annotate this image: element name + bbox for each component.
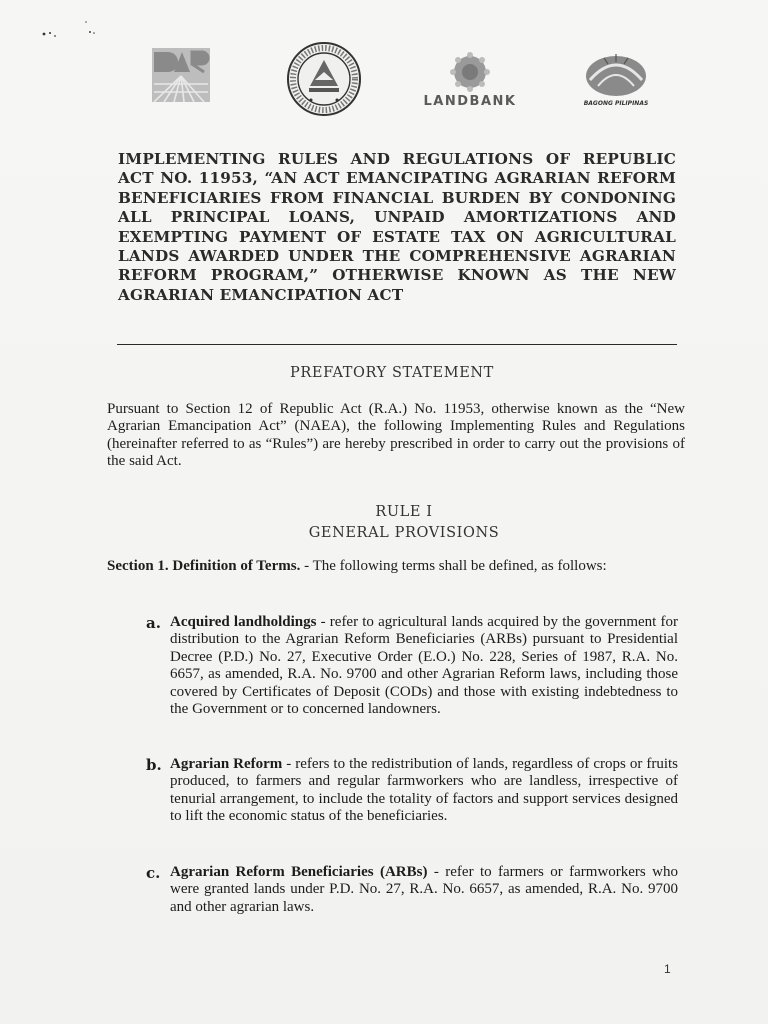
rule-subheading: GENERAL PROVISIONS (308, 525, 500, 541)
definition-body (170, 756, 678, 826)
definition-marker: c. (146, 864, 161, 882)
document-title: IMPLEMENTING RULES AND REGULATIONS OF REPUBLIC ACT NO. 11953, “AN ACT EMANCIPATING AGRARIAN REFORM BENEFICIARIES FROM FINANCIAL BURDEN BY CONDONING ALL PRINCIPAL LOANS, UNPAID AMORTIZATIONS AND EXEMPTING PAYMENT OF ESTATE TAX ON AGRICULTURAL LANDS AWARDED UNDER THE COMPREHENSIVE AGRARIAN REFORM PROGRAM,” OTHERWISE KNOWN AS THE NEW AGRARIAN EMANCIPATION ACT (118, 150, 676, 304)
agrarian-council-seal (285, 40, 363, 118)
definition-body (170, 864, 678, 916)
bagong-pilipinas-wordmark: BAGONG PILIPINAS (583, 100, 649, 107)
definition-marker: a. (146, 614, 161, 632)
page-number: 1 (664, 962, 671, 976)
section-1-text: - The following terms shall be defined, as follows: (300, 558, 607, 574)
prefatory-paragraph: Pursuant to Section 12 of Republic Act (R.A.) No. 11953, otherwise known as the “New Agrarian Emancipation Act” (NAEA), the following Implementing Rules and Regulations (hereinafter referred to as “Rules”) are hereby prescribed in order to carry out the provisions of the said Act. (107, 401, 685, 470)
definition-term: Agrarian Reform Beneficiaries (ARBs) (170, 864, 428, 880)
section-1-lead: Section 1. Definition of Terms. (107, 558, 301, 574)
scan-specks (38, 18, 108, 48)
definition-marker: b. (146, 756, 162, 774)
title-divider (117, 344, 677, 345)
rule-heading: RULE I (375, 504, 433, 520)
definition-text: - refer to agricultural lands acquired by the government for distribution to the Agrarian Reform Beneficiaries (ARBs) pursuant to Presidential Decree (P.D.) No. 27, Executive Order (E.O.) No. 228, Series of 1987, R.A. No. 6657, as amended, R.A. No. 9700 and other Agrarian Reform laws, including those covered by Certificates of Deposit (CODs) and those with existing indebtedness to the Government or to concerned landowners. (170, 614, 678, 718)
definition-text: - refers to the redistribution of lands, regardless of crops or fruits produced, to farmers and regular farmworkers who are landless, irrespective of tenurial arrangement, to include the totality of factors and support services designed to lift the economic status of the beneficiaries. (170, 756, 679, 825)
definition-term: Acquired landholdings (170, 614, 317, 630)
definition-term: Agrarian Reform (170, 756, 283, 772)
header-logos (140, 40, 660, 120)
landbank-wordmark: LANDBANK (423, 94, 517, 109)
section-1-paragraph (107, 558, 681, 575)
landbank-logo (408, 50, 532, 116)
definition-text: - refer to farmers or farmworkers who were granted lands under P.D. No. 27, R.A. No. 6657, as amended, R.A. No. 9700 and other agrarian laws. (170, 864, 678, 915)
landbank-emblem-icon (408, 50, 532, 94)
prefatory-heading: PREFATORY STATEMENT (290, 365, 494, 381)
bagong-pilipinas-logo (568, 50, 664, 116)
bagong-pilipinas-emblem-icon (568, 50, 664, 100)
definition-body (170, 614, 678, 718)
dar-logo (150, 46, 212, 104)
